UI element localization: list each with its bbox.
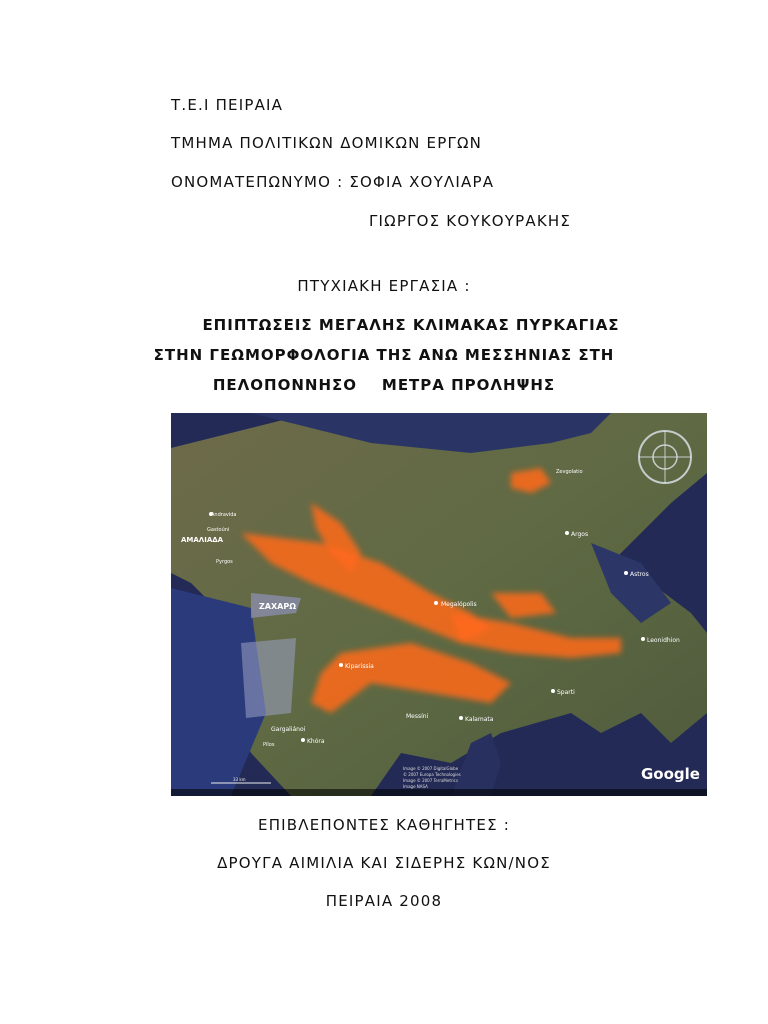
map-label-pylos: Pílos [263, 742, 275, 748]
copyright-line-1: Image © 2007 DigitalGlobe [403, 766, 459, 771]
status-bar [171, 789, 707, 796]
town-dot [434, 601, 438, 605]
institution-line: Τ.Ε.Ι ΠΕΙΡΑΙΑ [171, 96, 284, 114]
map-label-gargalianoi: Gargaliánoi [271, 726, 306, 733]
thesis-title-line-1: ΕΠΙΠΤΩΣΕΙΣ ΜΕΓΑΛΗΣ ΚΛΙΜΑΚΑΣ ΠΥΡΚΑΓΙΑΣ [202, 316, 620, 334]
map-label-argos: Argos [571, 531, 589, 538]
town-dot [551, 689, 555, 693]
map-label-andravida: Andravida [211, 512, 237, 518]
town-dot [641, 637, 645, 641]
map-label-pyrgos: Pyrgos [216, 559, 233, 565]
thesis-label: ΠΤΥΧΙΑΚΗ ΕΡΓΑΣΙΑ : [297, 277, 471, 295]
imagery-patch-2 [241, 638, 296, 718]
satellite-fire-map [171, 413, 707, 796]
map-label-amaliada: ΑΜΑΛΙΑΔΑ [181, 536, 224, 544]
map-label-kyparissia: Kiparissia [345, 663, 374, 670]
author-name-line: ΟΝΟΜΑΤΕΠΩΝΥΜΟ : ΣΟΦΙΑ ΧΟΥΛΙΑΡΑ [171, 173, 495, 191]
town-dot [624, 571, 628, 575]
map-label-kalamata: Kalamata [465, 716, 494, 723]
town-dot [459, 716, 463, 720]
second-author-line: ΓΙΩΡΓΟΣ ΚΟΥΚΟΥΡΑΚΗΣ [369, 212, 572, 230]
copyright-line-2: © 2007 Europa Technologies [403, 772, 461, 777]
map-label-leonidio: Leonidhion [647, 637, 680, 644]
town-dot [339, 663, 343, 667]
scale-label: 33 km [233, 777, 246, 782]
map-label-megalopoli: Megalópolis [441, 601, 477, 608]
map-label-sparti: Sparti [557, 689, 575, 696]
google-logo: Google [641, 765, 700, 783]
town-dot [301, 738, 305, 742]
thesis-title-line-3: ΠΕΛΟΠΟΝΝΗΣΟ ΜΕΤΡΑ ΠΡΟΛΗΨΗΣ [212, 376, 556, 394]
map-label-astros: Astros [630, 571, 649, 578]
place-year: ΠΕΙΡΑΙΑ 2008 [325, 892, 443, 910]
department-line: ΤΜΗΜΑ ΠΟΛΙΤΙΚΩΝ ΔΟΜΙΚΩΝ ΕΡΓΩΝ [171, 134, 483, 152]
copyright-line-3: Image © 2007 TerraMetrics [403, 778, 458, 783]
map-label-chora: Khóra [307, 738, 325, 745]
map-label-messini: Messíni [406, 713, 429, 720]
map-label-zevgolatio: Zevgolatio [556, 469, 583, 475]
map-label-gastouni: Gastoúni [207, 527, 230, 533]
map-label-zacharo: ΖΑΧΑΡΩ [259, 602, 297, 611]
supervisors-label: ΕΠΙΒΛΕΠΟΝΤΕΣ ΚΑΘΗΓΗΤΕΣ : [258, 816, 510, 834]
supervisors-names: ΔΡΟΥΓΑ ΑΙΜΙΛΙΑ ΚΑΙ ΣΙΔΕΡΗΣ ΚΩΝ/ΝΟΣ [217, 854, 551, 872]
thesis-title-line-2: ΣΤΗΝ ΓΕΩΜΟΡΦΟΛΟΓΙΑ ΤΗΣ ΑΝΩ ΜΕΣΣΗΝΙΑΣ ΣΤΗ [153, 346, 615, 364]
compass-icon [639, 431, 691, 483]
town-dot [565, 531, 569, 535]
copyright-line-4: Image NASA [403, 784, 428, 789]
